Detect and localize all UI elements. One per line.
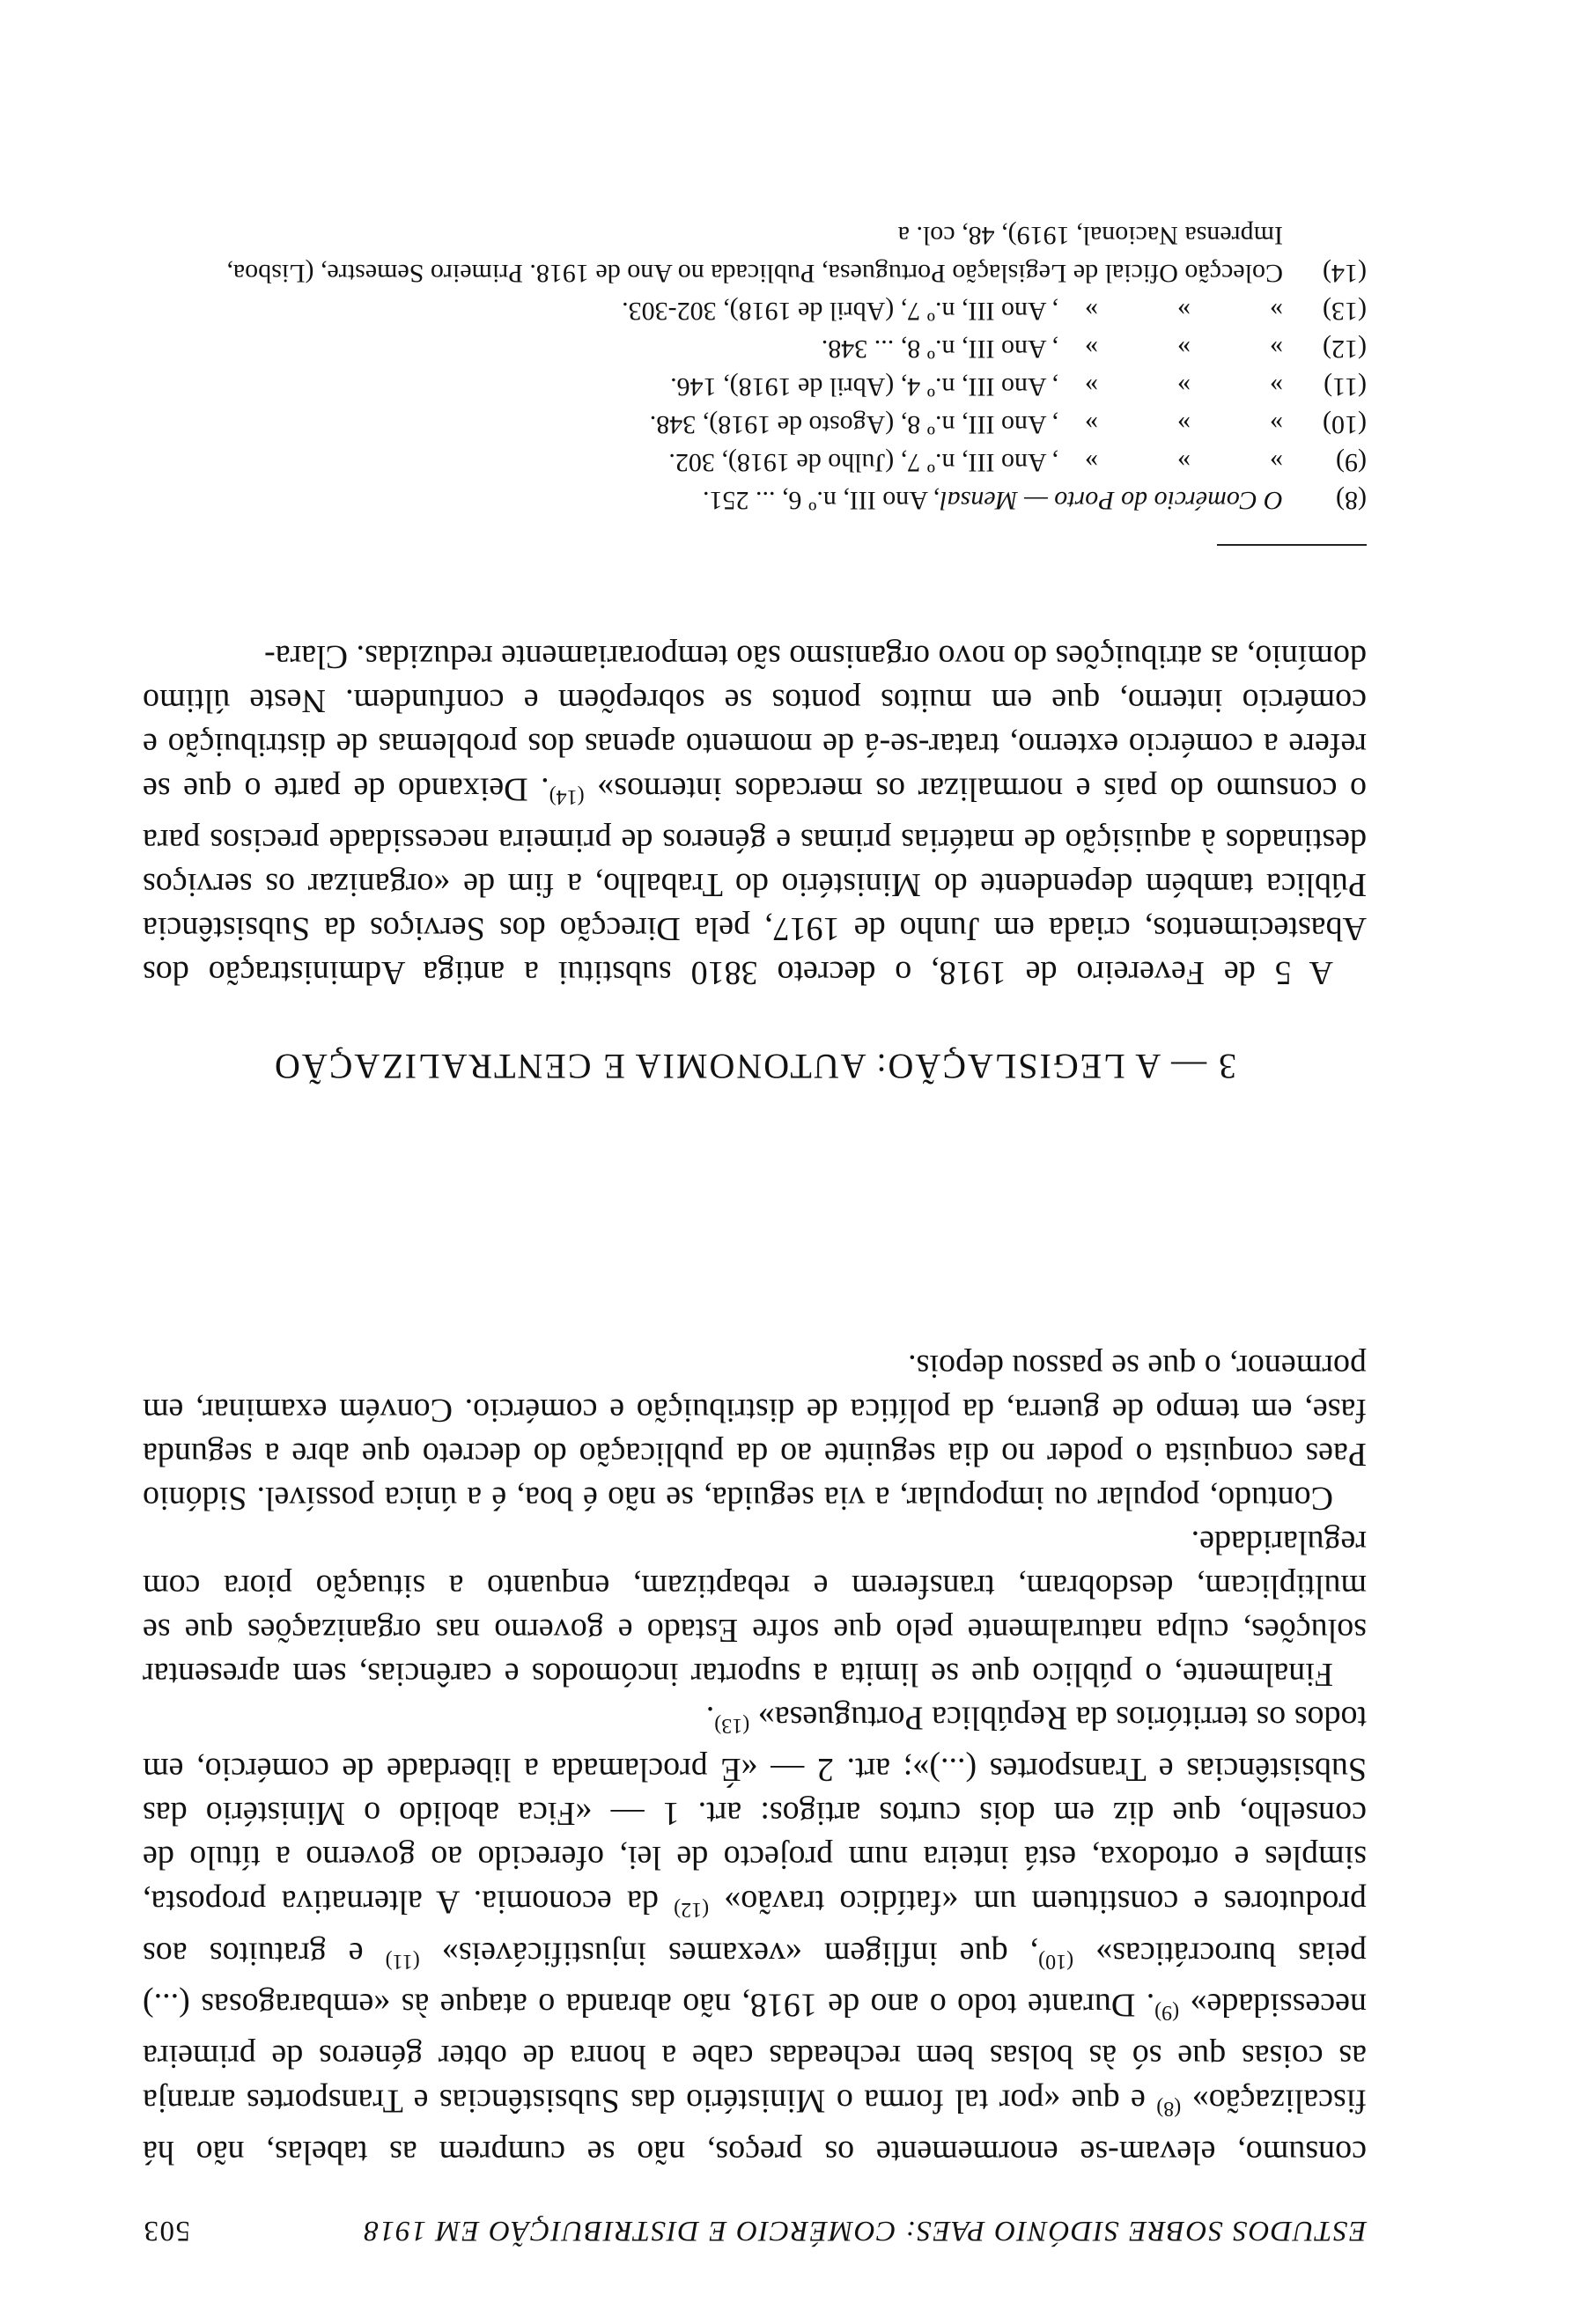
footnote-detail: , Ano III, n.º 4, (Abril de 1918), 146. — [670, 372, 1085, 401]
footnote-divider — [1217, 544, 1367, 546]
footnote-ref-8: (8) — [1156, 2097, 1182, 2120]
footnote-number: (9) — [1336, 448, 1367, 477]
footnote — [134, 444, 1367, 482]
paragraph-2: Finalmente, o público que se limita a suportar incómodos e carências, sem apresentar soluções, culpa naturalmente pelo que sofre Estado e governo nas organizações que se multiplicam, desdobram, transferem e rebaptizam, enquanto a situação piora com regularidade. — [143, 1523, 1367, 1693]
footnote-ditto: » » » — [1085, 448, 1283, 477]
footnote-ref-11: (11) — [385, 1949, 420, 1973]
text-run: consumo, elevam-se enormemente os preços, não se cumprem as tabelas, não há fiscalização» — [143, 2082, 1367, 2171]
footnote-detail: , Ano III, n.º 8, ... 348. — [821, 335, 1085, 364]
footnote-number: (8) — [1336, 486, 1367, 515]
text-run: e gratuitos aos produtores e constituem um «fatídico travão» — [143, 1883, 1367, 1973]
footnotes — [134, 217, 1367, 519]
footnote-number: (13) — [1323, 297, 1367, 326]
footnote-text — [134, 217, 1283, 292]
footnote-detail: Colecção Oficial de Legislação Portuguesa, Publicada no Ano de 1918. Primeiro Semestre, (Lisboa, Imprensa Nacional, 1919), 48, col. a — [226, 221, 1283, 288]
footnote-text — [134, 406, 1283, 444]
text-run: . Durante todo o ano de 1918, não abranda o ataque às «embaragosas (...) peias burocráticas» — [142, 1935, 1367, 2024]
body-text-bottom — [143, 635, 1367, 995]
footnote-ref-12: (12) — [674, 1898, 710, 1922]
footnote — [134, 217, 1367, 292]
footnote-ref-10: (10) — [1038, 1949, 1074, 1973]
footnote-detail: , Ano III, n.º 7, (Julho de 1918), 302. — [668, 448, 1085, 477]
body-text-top — [143, 1344, 1367, 2174]
footnote-ref-9: (9) — [1154, 2001, 1180, 2025]
footnote-number: (11) — [1324, 372, 1367, 401]
text-run: A 5 de Fevereiro de 1918, o decreto 3810 substitui a antiga Administração dos Abastecimentos, criada em Junho de 1917, pela Direcção dos Serviços da Subsistência Pública também dependente do Ministério do Trabalho, a fim de «organizar os serviços destinados à aquisição de matérias primas e géneros de primeira necessidade precisos para o consumo do país e normalizar os mercados internos» — [143, 770, 1367, 991]
footnote-source: O Comércio do Porto — Mensal — [940, 486, 1283, 515]
text-run: . Deixando de parte o que se refere a comércio externo, tratar-se-á de momento apenas dos problemas de distribuição e comércio interno, que em muitos pontos se sobrepõem e confundem. Neste último domínio, as atribuições do novo organismo são temporariamente reduzidas. Clara- — [143, 638, 1367, 808]
footnote — [134, 330, 1367, 368]
text-run: da economia. A alternativa proposta, simples e ortodoxa, está inteira num projecto de lei, oferecido ao governo a título de conselho, que diz em dois curtos artigos: art. 1 — «Fica abolido o Ministério das Subsistências e Transportes (...)»; art. 2 — «É proclamada a liberdade de comércio, em todos os territórios da República Portuguesa» — [143, 1699, 1367, 1921]
footnote-ditto: » » » — [1085, 372, 1283, 401]
footnote — [134, 482, 1367, 519]
footnote-text — [134, 330, 1283, 368]
footnote-number: (14) — [1323, 259, 1367, 288]
running-title: ESTUDOS SOBRE SIDÓNIO PAES: COMÉRCIO E DISTRIBUIÇÃO EM 1918 — [362, 2215, 1367, 2247]
text-run: e que «por tal forma o Ministério das Subsistências e Transportes arranja as coisas que só às bolsas bem recheadas cabe a honra de obter géneros de primeira necessidade» — [142, 1986, 1367, 2120]
footnote — [134, 368, 1367, 406]
running-header — [143, 2214, 1367, 2247]
footnote-ref-13: (13) — [714, 1714, 750, 1738]
page-number: 503 — [143, 2215, 190, 2247]
footnote — [134, 292, 1367, 330]
footnote-ref-14: (14) — [549, 785, 585, 808]
footnote-ditto: » » » — [1085, 410, 1283, 439]
footnote-ditto: » » » — [1085, 297, 1283, 326]
footnote-detail: , Ano III, n.º 7, (Abril de 1918), 302-303. — [622, 297, 1085, 326]
paragraph-4 — [143, 635, 1367, 995]
footnote-text — [134, 482, 1283, 519]
footnote-ditto: » » » — [1085, 335, 1283, 364]
paragraph-1 — [143, 1696, 1367, 2174]
footnote-detail: , Ano III, n.º 6, ... 251. — [703, 486, 940, 515]
footnote-text — [134, 444, 1283, 482]
footnote-detail: , Ano III, n.º 8, (Agosto de 1918), 348. — [649, 410, 1085, 439]
footnote-text — [134, 292, 1283, 330]
footnote-number: (12) — [1323, 335, 1367, 364]
paragraph-3: Contudo, popular ou impopular, a via seguida, se não é boa, é a única possível. Sidónio Paes conquista o poder no dia seguinte ao da publicação do decreto que abre a segunda fase, em tempo de guerra, da política de distribuição e comércio. Convém examinar, em pormenor, o que se passou depois. — [143, 1347, 1367, 1517]
text-run: , que infligem «vexames injustificáveis» — [419, 1935, 1039, 1973]
footnote-text — [134, 368, 1283, 406]
section-heading: 3 — A LEGISLAÇÃO: AUTONOMIA E CENTRALIZAÇÃO — [272, 1047, 1237, 1086]
footnote-number: (10) — [1323, 410, 1367, 439]
text-run: . — [705, 1699, 715, 1737]
footnote — [134, 406, 1367, 444]
